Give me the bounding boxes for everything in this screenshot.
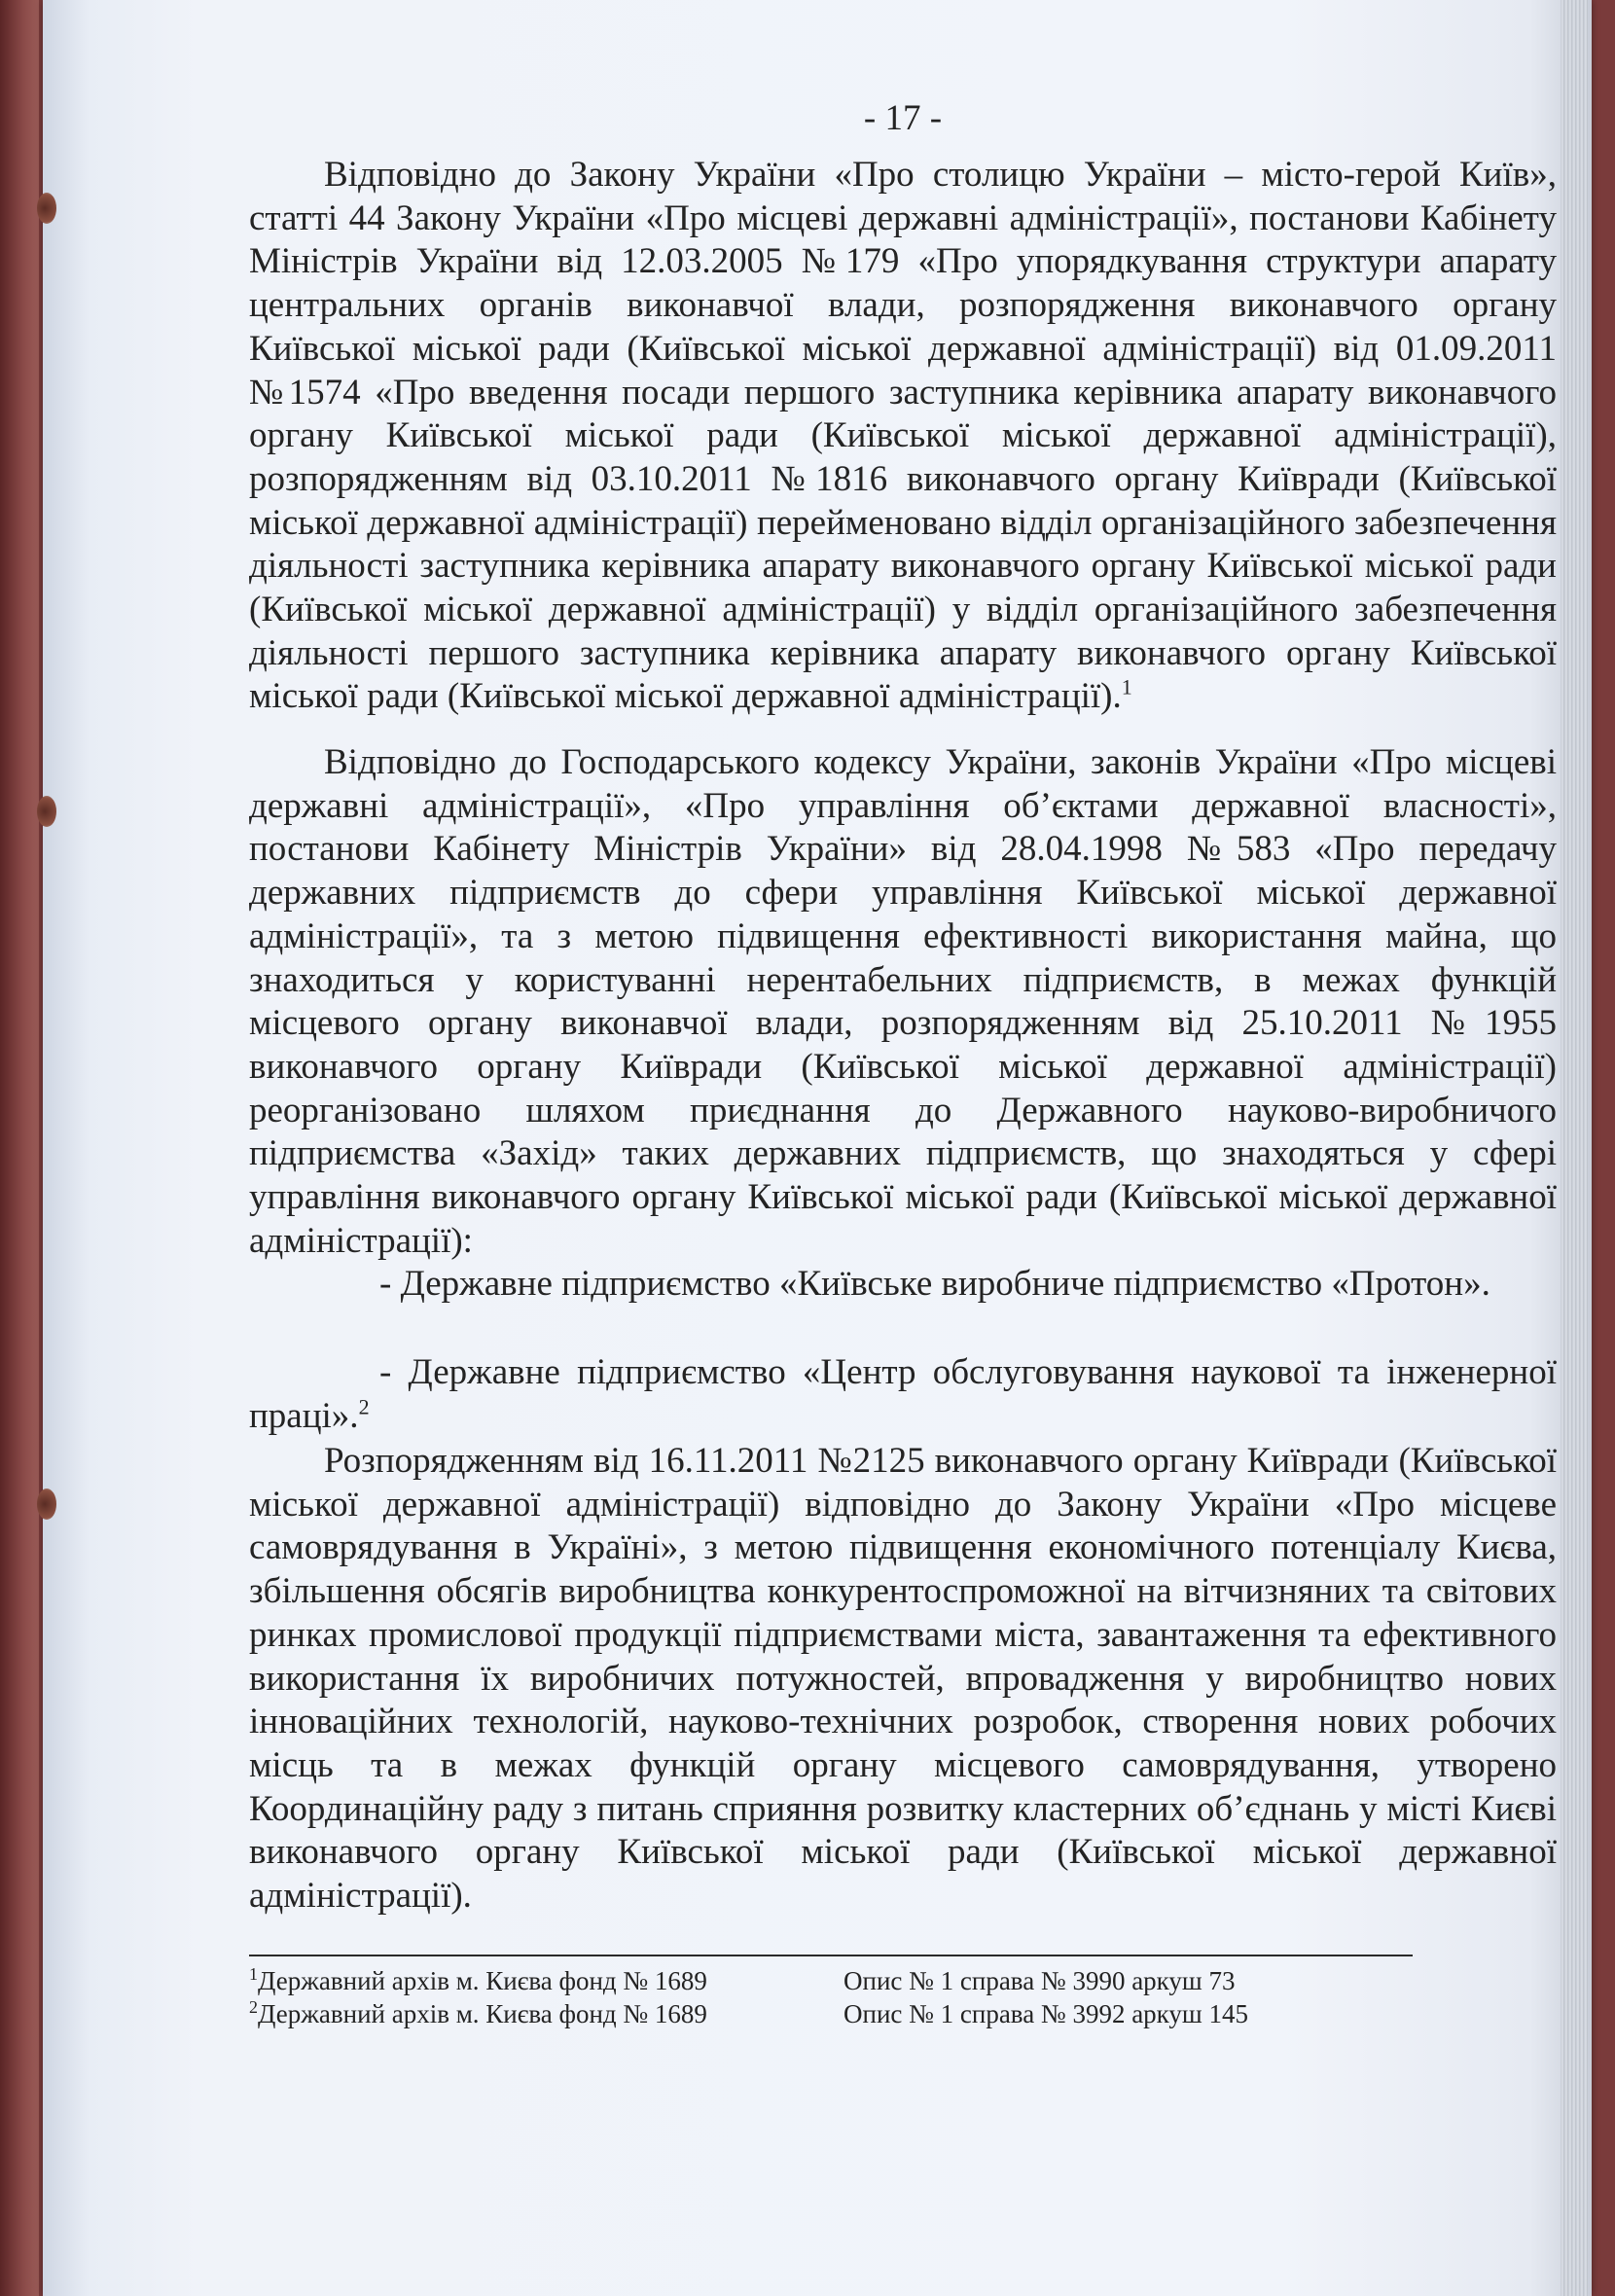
scan-backdrop [0,0,39,2296]
footnote-number: 2 [249,1997,258,2017]
list-item-1: - Державне підприємство «Київське виробниче підприємство «Протон». [379,1264,1490,1304]
footnote-number: 1 [249,1964,258,1984]
paragraph-1 [249,154,1557,719]
footnote-source [249,1965,707,1996]
footnote-reference: Опис № 1 справа № 3992 аркуш 145 [843,1999,1248,2028]
document-page [43,0,1592,2296]
binder-hole [37,796,56,827]
list-item-2 [249,1351,1557,1438]
paragraph-2 [249,741,1557,1263]
footnote-source [249,1998,707,2029]
list-item-text: - Державне підприємство «Центр обслуговування наукової та інженерної праці». [249,1352,1557,1436]
footnote-divider [249,1955,1413,1956]
paragraph-3 [249,1440,1557,1919]
footnote-mark: 1 [1121,675,1132,700]
footnote-reference: Опис № 1 справа № 3990 аркуш 73 [843,1966,1236,1995]
binder-hole [37,1489,56,1520]
page-number: - 17 - [863,98,943,138]
footnote-source-text: Державний архів м. Києва фонд № 1689 [258,1966,707,1995]
footnote-mark: 2 [358,1394,370,1419]
paragraph-text: Розпорядженням від 16.11.2011 №2125 виконавчого органу Київради (Київської міської державної адміністрації) відповідно до Закону України «Про місцеве самоврядування в Україні», з метою підвищення економічного потенціалу Києва, збільшення обсягів виробництва конкурентоспроможної на вітчизняних та світових ринках промислової продукції підприємствами міста, завантаження та ефективного використання їх виробничих потужностей, впровадження у виробництво нових інноваційних технологій, науково-технічних розробок, створення нових робочих місць та в межах функцій органу місцевого самоврядування, утворено Координаційну раду з питань сприяння розвитку кластерних об’єднань у місті Києві виконавчого органу Київської міської ради (Київської міської державної адміністрації). [249,1441,1557,1917]
paragraph-text: Відповідно до Закону України «Про столицю України – місто-герой Київ», статті 44 Закону України «Про місцеві державні адміністрації», постанови Кабінету Міністрів України від 12.03.2005 №179 «Про упорядкування структури апарату центральних органів виконавчої влади, розпорядження виконавчого органу Київської міської ради (Київської міської державної адміністрації) від 01.09.2011 №1574 «Про введення посади першого заступника керівника апарату виконавчого органу Київської міської ради (Київської міської державної адміністрації), розпорядженням від 03.10.2011 №1816 виконавчого органу Київради (Київської міської державної адміністрації) перейменовано відділ організаційного забезпечення діяльності заступника керівника апарату виконавчого органу Київської міської ради (Київської міської державної адміністрації) у відділ організаційного забезпечення діяльності першого заступника керівника апарату виконавчого органу Київської міської ради (Київської міської державної адміністрації). [249,155,1557,717]
footnote-source-text: Державний архів м. Києва фонд № 1689 [258,1999,707,2028]
binder-hole [37,193,56,224]
paragraph-text: Відповідно до Господарського кодексу України, законів України «Про місцеві державні адміністрації», «Про управління об’єктами державної власності», постанови Кабінету Міністрів України» від 28.04.1998 №583 «Про передачу державних підприємств до сфери управління Київської міської державної адміністрації», та з метою підвищення ефективності використання майна, що знаходиться у користуванні нерентабельних підприємств, в межах функцій місцевого органу виконавчої влади, розпорядженням від 25.10.2011 №1955 виконавчого органу Київради (Київської міської державної адміністрації) реорганізовано шляхом приєднання до Державного науково-виробничого підприємства «Захід» таких державних підприємств, що знаходяться у сфері управління виконавчого органу Київської міської ради (Київської міської державної адміністрації): [249,742,1557,1261]
page-stack-edge [1561,0,1588,2296]
